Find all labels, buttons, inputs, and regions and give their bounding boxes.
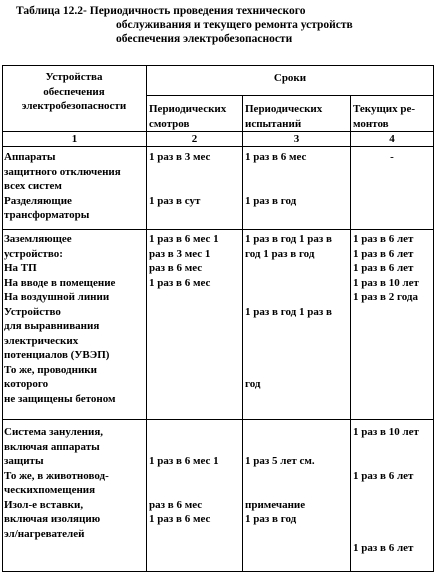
table-border-right (433, 65, 434, 572)
group-header-rule (146, 95, 434, 96)
row-1-inspections: 1 раз в 3 мес 1 раз в сут (149, 151, 211, 207)
table-border-bottom (2, 571, 434, 572)
row-1-device: Аппараты защитного отключения всех систем Разделяющие трансформаторы (4, 151, 121, 221)
header-inspections: Периодических смотров (149, 103, 227, 130)
header-tests: Периодических испытаний (245, 103, 323, 130)
column-number-4: 4 (389, 133, 395, 145)
row-3-tests: 1 раз 5 лет см. примечание 1 раз в год (245, 455, 315, 525)
header-devices: Устройства обеспечения электробезопасности (21, 71, 127, 112)
row-1-tests: 1 раз в 6 мес 1 раз в год (245, 151, 307, 207)
row-3-inspections: 1 раз в 6 мес 1 раз в 6 мес 1 раз в 6 мес (149, 455, 219, 525)
column-number-2: 2 (191, 133, 198, 145)
column-number-1: 1 (71, 133, 78, 145)
row-2-tests: 1 раз в год 1 раз в год 1 раз в год 1 раз в год 1 раз в год (245, 233, 332, 390)
caption-line-2: обслуживания и текущего ремонта устройств (116, 19, 353, 31)
header-repairs: Текущих ре- монтов (353, 103, 416, 130)
row-2-bottom-rule (2, 419, 434, 420)
row-3-device: Система зануления, включая аппараты защиты То же, в животновод- ческихпомещения Изол-е вставки, включая изоляцию эл/нагревателей (4, 426, 109, 540)
row-2-device: Заземляющее устройство: На ТП На вводе в помещение На воздушной линии Устройство для выравнивания электрических потенциалов (УВЭП) То же, проводники которого не защищены бетоном (4, 233, 116, 405)
caption-line-1: Таблица 12.2- Периодичность проведения технического (16, 5, 306, 17)
col-3-divider (350, 95, 351, 572)
header-terms: Сроки (273, 72, 307, 84)
caption-line-3: обеспечения электробезопасности (116, 33, 293, 45)
column-number-3: 3 (293, 133, 300, 145)
row-1-bottom-rule (2, 229, 434, 230)
col-2-divider (242, 95, 243, 572)
row-1-repairs: - (390, 151, 394, 163)
row-2-repairs: 1 раз в 6 лет 1 раз в 6 лет 1 раз в 6 лет 1 раз в 10 лет 1 раз в 2 года (353, 233, 419, 303)
table-border-top (2, 65, 434, 66)
row-3-repairs: 1 раз в 10 лет 1 раз в 6 лет 1 раз в 6 лет (353, 426, 419, 554)
row-2-inspections: 1 раз в 6 мес 1 раз в 3 мес 1 раз в 6 мес 1 раз в 6 мес (149, 233, 219, 289)
